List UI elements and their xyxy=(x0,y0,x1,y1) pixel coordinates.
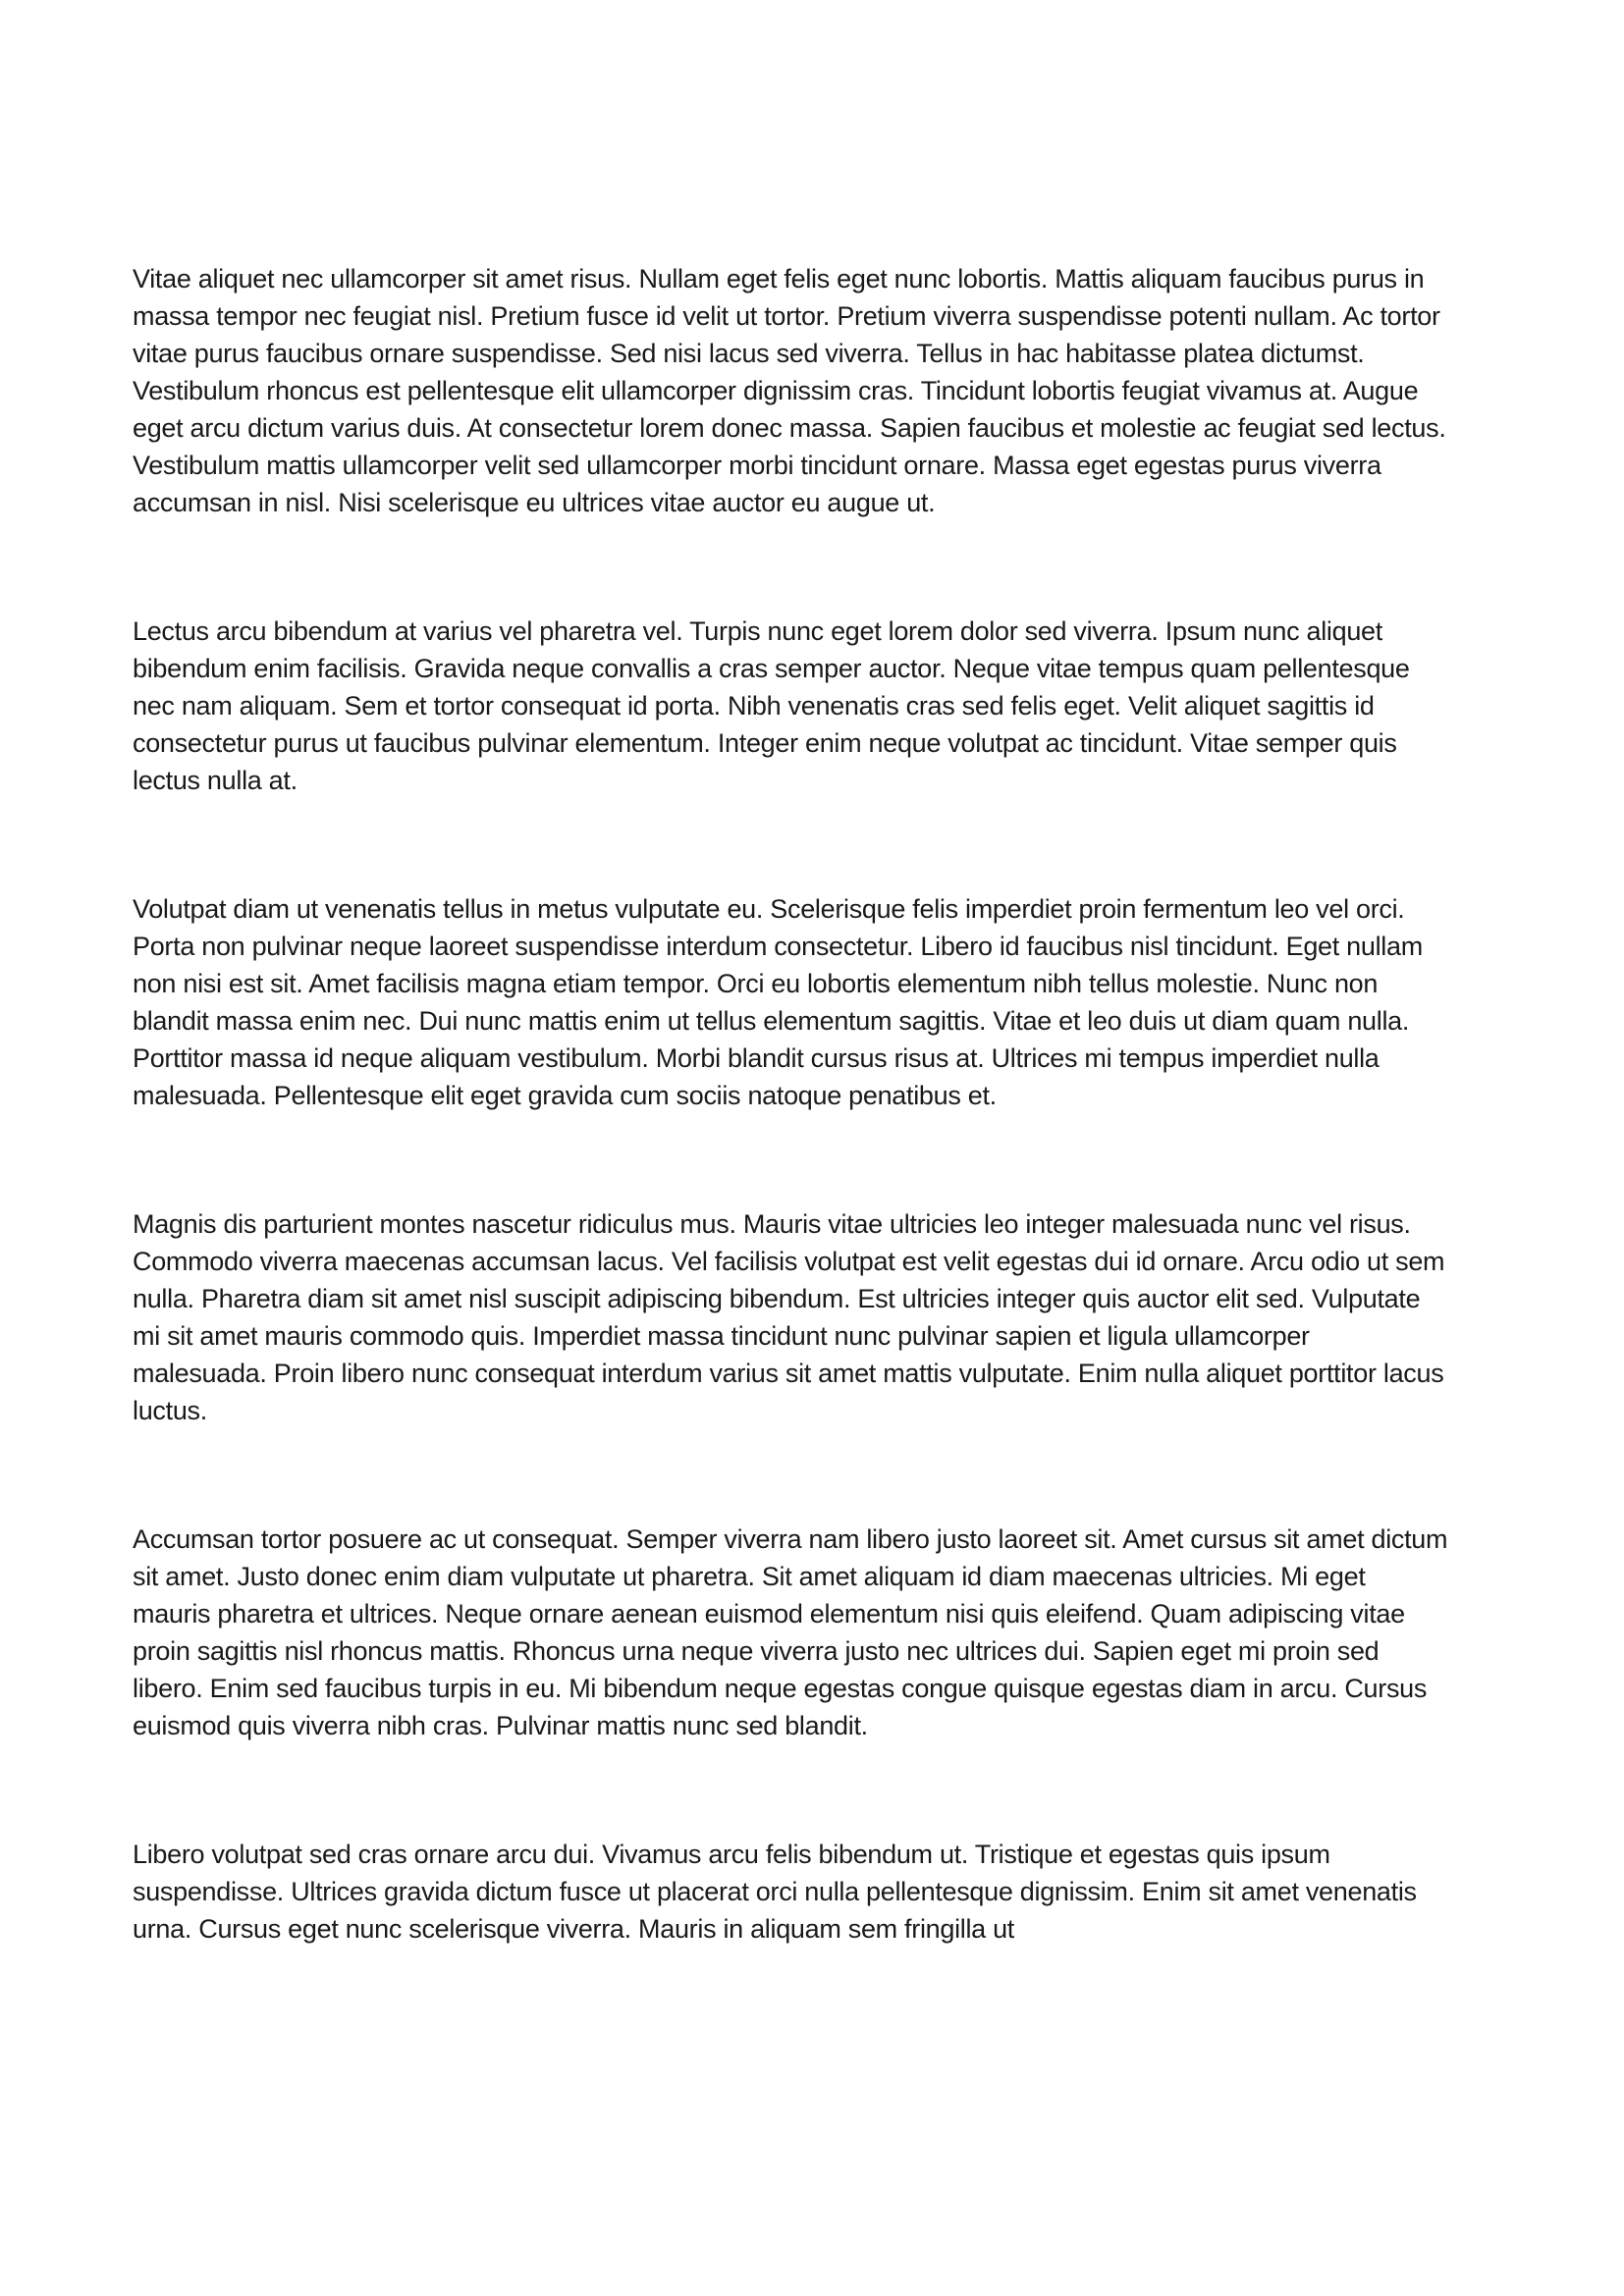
paragraph-5: Accumsan tortor posuere ac ut consequat. Semper viverra nam libero justo laoreet sit. Amet cursus sit amet dictum sit amet. Justo donec enim diam vulputate ut pharetra. Sit amet aliquam id diam maecenas ultricies. Mi eget mauris pharetra et ultrices. Neque ornare aenean euismod elementum nisi quis eleifend. Quam adipiscing vitae proin sagittis nisl rhoncus mattis. Rhoncus urna neque viverra justo nec ultrices dui. Sapien eget mi proin sed libero. Enim sed faucibus turpis in eu. Mi bibendum neque egestas congue quisque egestas diam in arcu. Cursus euismod quis viverra nibh cras. Pulvinar mattis nunc sed blandit. xyxy=(133,1524,1448,1740)
paragraph-4: Magnis dis parturient montes nascetur ridiculus mus. Mauris vitae ultricies leo integer malesuada nunc vel risus. Commodo viverra maecenas accumsan lacus. Vel facilisis volutpat est velit egestas dui id ornare. Arcu odio ut sem nulla. Pharetra diam sit amet nisl suscipit adipiscing bibendum. Est ultricies integer quis auctor elit sed. Vulputate mi sit amet mauris commodo quis. Imperdiet massa tincidunt nunc pulvinar sapien et ligula ullamcorper malesuada. Proin libero nunc consequat interdum varius sit amet mattis vulputate. Enim nulla aliquet porttitor lacus luctus. xyxy=(133,1209,1445,1425)
paragraph-6: Libero volutpat sed cras ornare arcu dui. Vivamus arcu felis bibendum ut. Tristique et egestas quis ipsum suspendisse. Ultrices gravida dictum fusce ut placerat orci nulla pellentesque dignissim. Enim sit amet venenatis urna. Cursus eget nunc scelerisque viverra. Mauris in aliquam sem fringilla ut xyxy=(133,1840,1417,1944)
paragraph-2: Lectus arcu bibendum at varius vel pharetra vel. Turpis nunc eget lorem dolor sed viverra. Ipsum nunc aliquet bibendum enim facilisis. Gravida neque convallis a cras semper auctor. Neque vitae tempus quam pellentesque nec nam aliquam. Sem et tortor consequat id porta. Nibh venenatis cras sed felis eget. Velit aliquet sagittis id consectetur purus ut faucibus pulvinar elementum. Integer enim neque volutpat ac tincidunt. Vitae semper quis lectus nulla at. xyxy=(133,616,1410,795)
paragraph-3: Volutpat diam ut venenatis tellus in metus vulputate eu. Scelerisque felis imperdiet proin fermentum leo vel orci. Porta non pulvinar neque laoreet suspendisse interdum consectetur. Libero id faucibus nisl tincidunt. Eget nullam non nisi est sit. Amet facilisis magna etiam tempor. Orci eu lobortis elementum nibh tellus molestie. Nunc non blandit massa enim nec. Dui nunc mattis enim ut tellus elementum sagittis. Vitae et leo duis ut diam quam nulla. Porttitor massa id neque aliquam vestibulum. Morbi blandit cursus risus at. Ultrices mi tempus imperdiet nulla malesuada. Pellentesque elit eget gravida cum sociis natoque penatibus et. xyxy=(133,894,1423,1110)
paragraph-1: Vitae aliquet nec ullamcorper sit amet risus. Nullam eget felis eget nunc lobortis. Mattis aliquam faucibus purus in massa tempor nec feugiat nisl. Pretium fusce id velit ut tortor. Pretium viverra suspendisse potenti nullam. Ac tortor vitae purus faucibus ornare suspendisse. Sed nisi lacus sed viverra. Tellus in hac habitasse platea dictumst. Vestibulum rhoncus est pellentesque elit ullamcorper dignissim cras. Tincidunt lobortis feugiat vivamus at. Augue eget arcu dictum varius duis. At consectetur lorem donec massa. Sapien faucibus et molestie ac feugiat sed lectus. Vestibulum mattis ullamcorper velit sed ullamcorper morbi tincidunt ornare. Massa eget egestas purus viverra accumsan in nisl. Nisi scelerisque eu ultrices vitae auctor eu augue ut. xyxy=(133,264,1446,517)
